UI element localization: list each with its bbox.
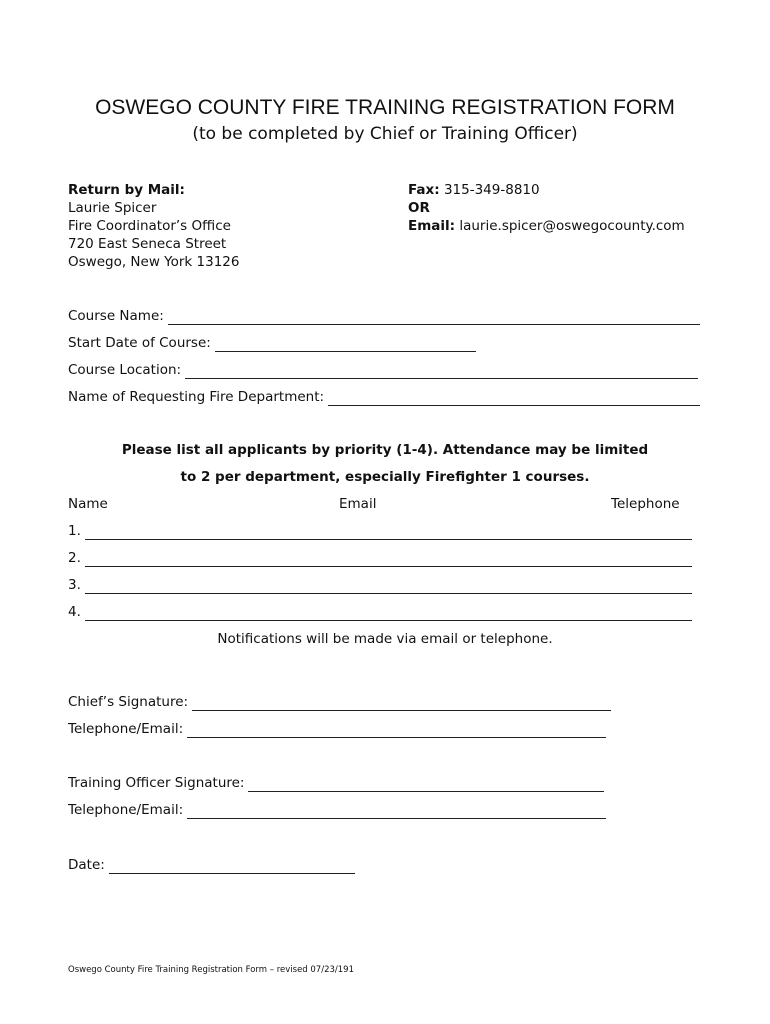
officer-contact-field: [68, 801, 606, 819]
start-date-field: [68, 334, 476, 352]
email-value: laurie.spicer@oswegocounty.com: [455, 218, 685, 234]
start-date-blank[interactable]: [215, 337, 476, 352]
start-date-label: Start Date of Course:: [68, 335, 211, 351]
column-header-name: Name: [68, 496, 108, 512]
course-name-blank[interactable]: [168, 310, 700, 325]
applicant-row-number: 2.: [68, 550, 81, 566]
applicant-row: [68, 576, 692, 594]
contact-block: [408, 181, 685, 235]
date-label: Date:: [68, 857, 105, 873]
course-location-label: Course Location:: [68, 362, 182, 378]
chief-signature-label: Chief’s Signature:: [68, 694, 189, 710]
applicant-row-blank[interactable]: [85, 606, 692, 621]
chief-contact-field: [68, 720, 606, 738]
column-header-telephone: Telephone: [611, 496, 680, 512]
column-header-email: Email: [339, 496, 377, 512]
fire-department-label: Name of Requesting Fire Department:: [68, 389, 325, 405]
applicant-instruction-line-1: Please list all applicants by priority (1-4). Attendance may be limited: [121, 442, 649, 458]
officer-signature-field: [68, 774, 604, 792]
applicant-row-blank[interactable]: [85, 552, 692, 567]
form-title: OSWEGO COUNTY FIRE TRAINING REGISTRATION FORM: [95, 96, 675, 119]
fire-department-field: [68, 388, 700, 406]
form-subtitle: (to be completed by Chief or Training Officer): [192, 124, 578, 144]
mail-address-block: [68, 181, 239, 271]
chief-contact-label: Telephone/Email:: [68, 721, 184, 737]
fire-department-blank[interactable]: [328, 391, 700, 406]
applicant-row-number: 4.: [68, 604, 81, 620]
applicant-row-number: 1.: [68, 523, 81, 539]
fax-line: [408, 181, 685, 199]
course-location-field: [68, 361, 698, 379]
mail-label: Return by Mail:: [68, 182, 185, 198]
fax-label: Fax:: [408, 182, 440, 198]
fax-value: 315-349-8810: [439, 182, 540, 198]
applicant-row-blank[interactable]: [85, 525, 692, 540]
email-line: [408, 217, 685, 235]
mail-city: Oswego, New York 13126: [68, 254, 240, 270]
mail-recipient: Laurie Spicer: [68, 200, 157, 216]
date-field: [68, 856, 355, 874]
mail-street: 720 East Seneca Street: [68, 236, 227, 252]
applicant-instruction-line-2: to 2 per department, especially Firefighter 1 courses.: [180, 469, 590, 485]
notification-notice: Notifications will be made via email or telephone.: [217, 631, 553, 647]
officer-contact-label: Telephone/Email:: [68, 802, 184, 818]
or-label: OR: [408, 200, 430, 216]
footer-revision-note: Oswego County Fire Training Registration Form – revised 07/23/191: [68, 965, 354, 975]
course-name-label: Course Name:: [68, 308, 164, 324]
applicant-row-number: 3.: [68, 577, 81, 593]
chief-signature-blank[interactable]: [192, 696, 611, 711]
officer-signature-label: Training Officer Signature:: [68, 775, 245, 791]
chief-contact-blank[interactable]: [187, 723, 606, 738]
officer-signature-blank[interactable]: [248, 777, 604, 792]
mail-office: Fire Coordinator’s Office: [68, 218, 231, 234]
date-blank[interactable]: [109, 859, 355, 874]
applicant-row: [68, 603, 692, 621]
applicant-row: [68, 522, 692, 540]
course-location-blank[interactable]: [185, 364, 698, 379]
email-label: Email:: [408, 218, 456, 234]
course-name-field: [68, 307, 700, 325]
officer-contact-blank[interactable]: [187, 804, 606, 819]
applicant-row: [68, 549, 692, 567]
chief-signature-field: [68, 693, 611, 711]
applicant-row-blank[interactable]: [85, 579, 692, 594]
